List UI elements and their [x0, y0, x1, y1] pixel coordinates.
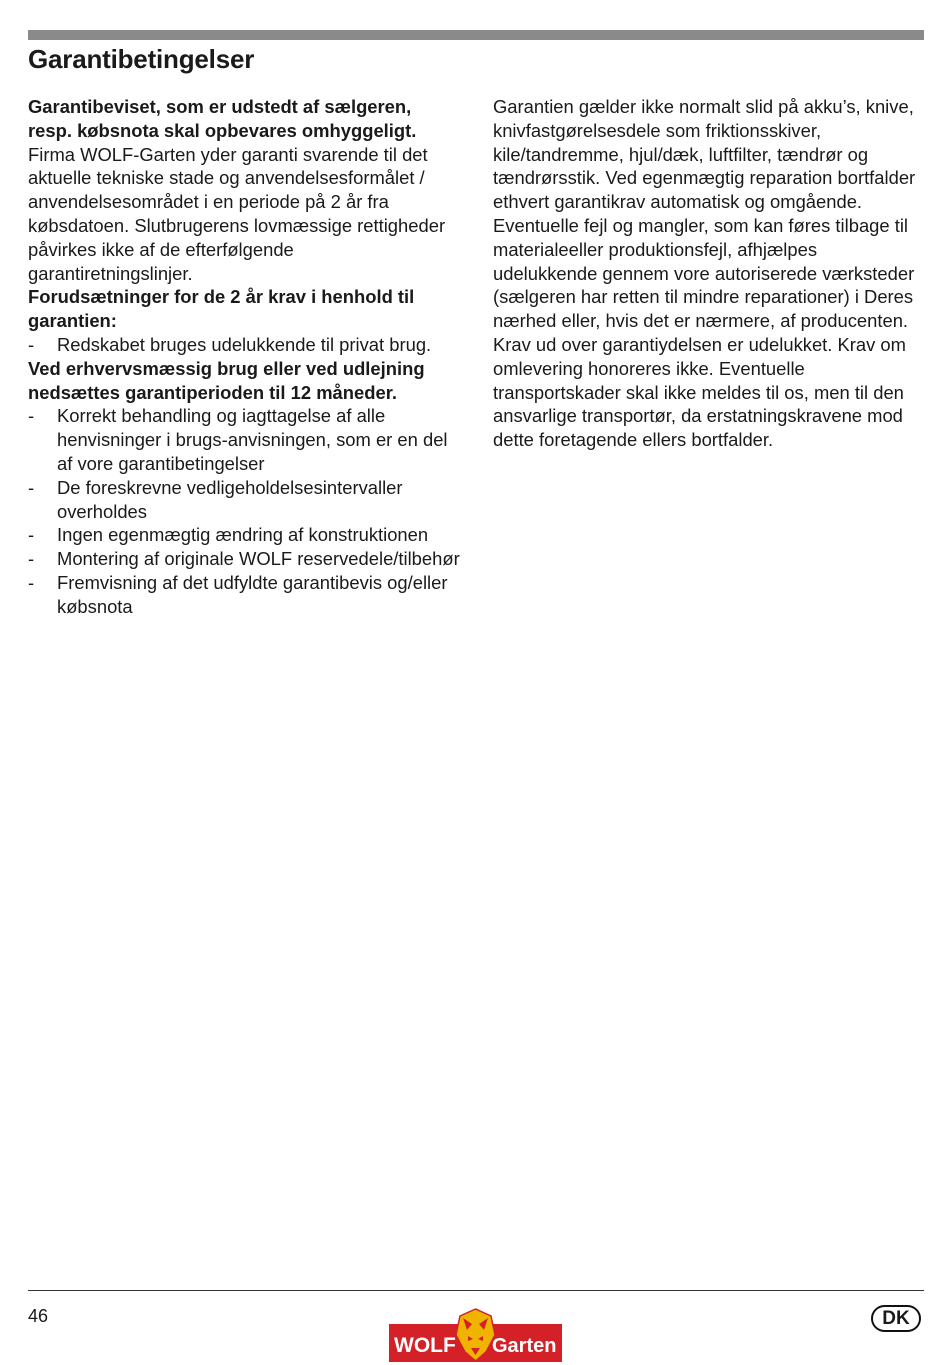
conditions-list	[28, 404, 460, 618]
dash-bullet: -	[28, 476, 35, 498]
intro-text: Firma WOLF-Garten yder garanti svarende til det aktuelle tekniske stade og anvendelsesformålet / anvendelsesområdet i en periode på 2 år fra købsdatoen. Slutbrugerens lovmæssige rettigheder påvirkes ikke af de efterfølgende garantiretningslinjer.	[28, 143, 446, 284]
list-item	[28, 476, 460, 524]
language-badge: DK	[871, 1305, 921, 1332]
dash-bullet: -	[28, 524, 35, 546]
dash-bullet: -	[28, 333, 35, 355]
warranty-exclusions-text: Garantien gælder ikke normalt slid på akku’s, knive, knivfastgørelsesdele som friktionsskiver, kile/tandremme, hjul/dæk, luftfilter, tændrør og tændrørsstik. Ved egenmægtig reparation bortfalder ethvert garantikrav automatisk og omgående. Eventuelle fejl og mangler, som kan føres tilbage til materialeeller produktionsfejl, afhjælpes udelukkende gennem vore autoriserede værksteder (sælgeren har retten til mindre reparationer) i Deres nærhed eller, hvis det er nærmere, af producenten. Krav ud over garantiydelsen er udelukket. Krav om omlevering honoreres ikke. Eventuelle transportskader skal ikke meldes til os, men til den ansvarlige transportør, da erstatningskravene mod dette foretagende ellers bortfalder.	[493, 96, 916, 451]
list-item	[28, 404, 460, 475]
page-title: Garantibetingelser	[28, 44, 255, 74]
prerequisites-heading: Forudsætninger for de 2 år krav i henhold til garantien:	[28, 286, 415, 332]
list-item-text: Montering af originale WOLF reservedele/tilbehør	[57, 548, 460, 570]
list-item-text: Redskabet bruges udelukkende til privat brug.	[57, 333, 432, 355]
left-column	[28, 95, 460, 619]
intro-bold-text: Garantibeviset, som er udstedt af sælgeren, resp. købsnota skal opbevares omhyggeligt.	[28, 96, 417, 141]
logo-text-wolf: WOLF	[394, 1334, 456, 1357]
header-bar	[28, 30, 924, 40]
dash-bullet: -	[28, 405, 35, 427]
dash-bullet: -	[28, 548, 35, 570]
right-column	[493, 95, 925, 452]
list-item-text: De foreskrevne vedligeholdelsesintervaller overholdes	[57, 476, 403, 522]
page-number: 46	[28, 1306, 49, 1326]
dash-bullet: -	[28, 571, 35, 593]
wolf-garten-logo	[389, 1308, 562, 1362]
list-item	[28, 571, 460, 619]
prerequisites-list	[28, 333, 460, 357]
list-item	[28, 333, 460, 357]
list-item-text: Ingen egenmægtig ændring af konstruktionen	[57, 524, 429, 546]
logo-text-garten: Garten	[492, 1335, 557, 1357]
list-item-text: Korrekt behandling og iagttagelse af alle henvisninger i brugs-anvisningen, som er en del af vore garantibetingelser	[57, 405, 448, 474]
list-item	[28, 523, 460, 547]
footer-divider	[28, 1290, 924, 1291]
list-item	[28, 547, 460, 571]
commercial-use-note: Ved erhvervsmæssig brug eller ved udlejning nedsættes garantiperioden til 12 måneder.	[28, 357, 425, 403]
list-item-text: Fremvisning af det udfyldte garantibevis og/eller købsnota	[57, 571, 448, 617]
